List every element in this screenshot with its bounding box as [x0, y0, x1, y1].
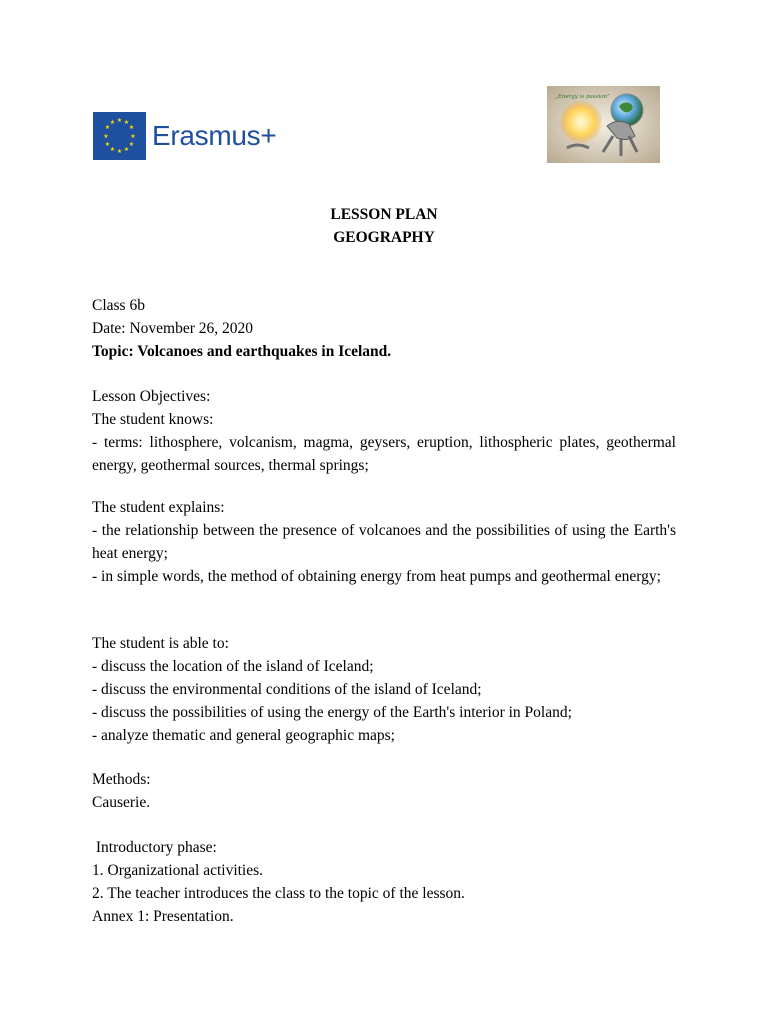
methods-value: Causerie. — [92, 794, 151, 811]
class-line: Class 6b — [92, 297, 145, 314]
svg-text:★: ★ — [130, 133, 136, 140]
svg-text:★: ★ — [123, 119, 130, 126]
knows-heading: The student knows: — [92, 411, 214, 428]
project-slogan: „Energy is passion” — [555, 94, 610, 100]
svg-text:★: ★ — [103, 133, 109, 140]
svg-text:★: ★ — [128, 124, 135, 131]
erasmus-plus-label: Erasmus+ — [152, 120, 277, 151]
methods-heading: Methods: — [92, 771, 151, 788]
eu-flag-icon — [93, 112, 146, 160]
svg-text:★: ★ — [116, 148, 123, 155]
objectives-heading: Lesson Objectives: — [92, 388, 211, 405]
able-heading: The student is able to: — [92, 635, 229, 652]
explains-item: - in simple words, the method of obtaining energy from heat pumps and geothermal energy; — [92, 568, 661, 585]
subject-title: GEOGRAPHY — [333, 229, 435, 246]
date-line: Date: November 26, 2020 — [92, 320, 253, 337]
introductory-heading: Introductory phase: — [92, 839, 217, 856]
energy-is-passion-image — [547, 86, 660, 163]
svg-text:★: ★ — [128, 141, 135, 148]
explains-heading: The student explains: — [92, 499, 225, 516]
svg-text:★: ★ — [123, 146, 130, 153]
lesson-plan-title: LESSON PLAN — [330, 206, 438, 223]
erasmus-plus-logo — [93, 111, 276, 161]
able-item: - discuss the location of the island of Iceland; — [92, 658, 374, 675]
able-item: - analyze thematic and general geographic maps; — [92, 727, 395, 744]
svg-text:★: ★ — [104, 141, 111, 148]
svg-text:★: ★ — [116, 117, 123, 124]
annex-line: Annex 1: Presentation. — [92, 908, 234, 925]
introductory-item: 1. Organizational activities. — [92, 862, 264, 879]
introductory-item: 2. The teacher introduces the class to the topic of the lesson. — [92, 885, 465, 902]
able-item: - discuss the environmental conditions of the island of Iceland; — [92, 681, 482, 698]
svg-text:★: ★ — [104, 124, 111, 131]
knows-terms: - terms: lithosphere, volcanism, magma, geysers, eruption, lithospheric plates, geothermal energy, geothermal sources, thermal springs; — [92, 434, 676, 474]
explains-item: - the relationship between the presence of volcanoes and the possibilities of using the Earth's heat energy; — [92, 522, 676, 562]
topic-line: Topic: Volcanoes and earthquakes in Iceland. — [92, 343, 392, 360]
svg-text:★: ★ — [109, 146, 116, 153]
svg-text:★: ★ — [109, 119, 116, 126]
able-item: - discuss the possibilities of using the energy of the Earth's interior in Poland; — [92, 704, 572, 721]
